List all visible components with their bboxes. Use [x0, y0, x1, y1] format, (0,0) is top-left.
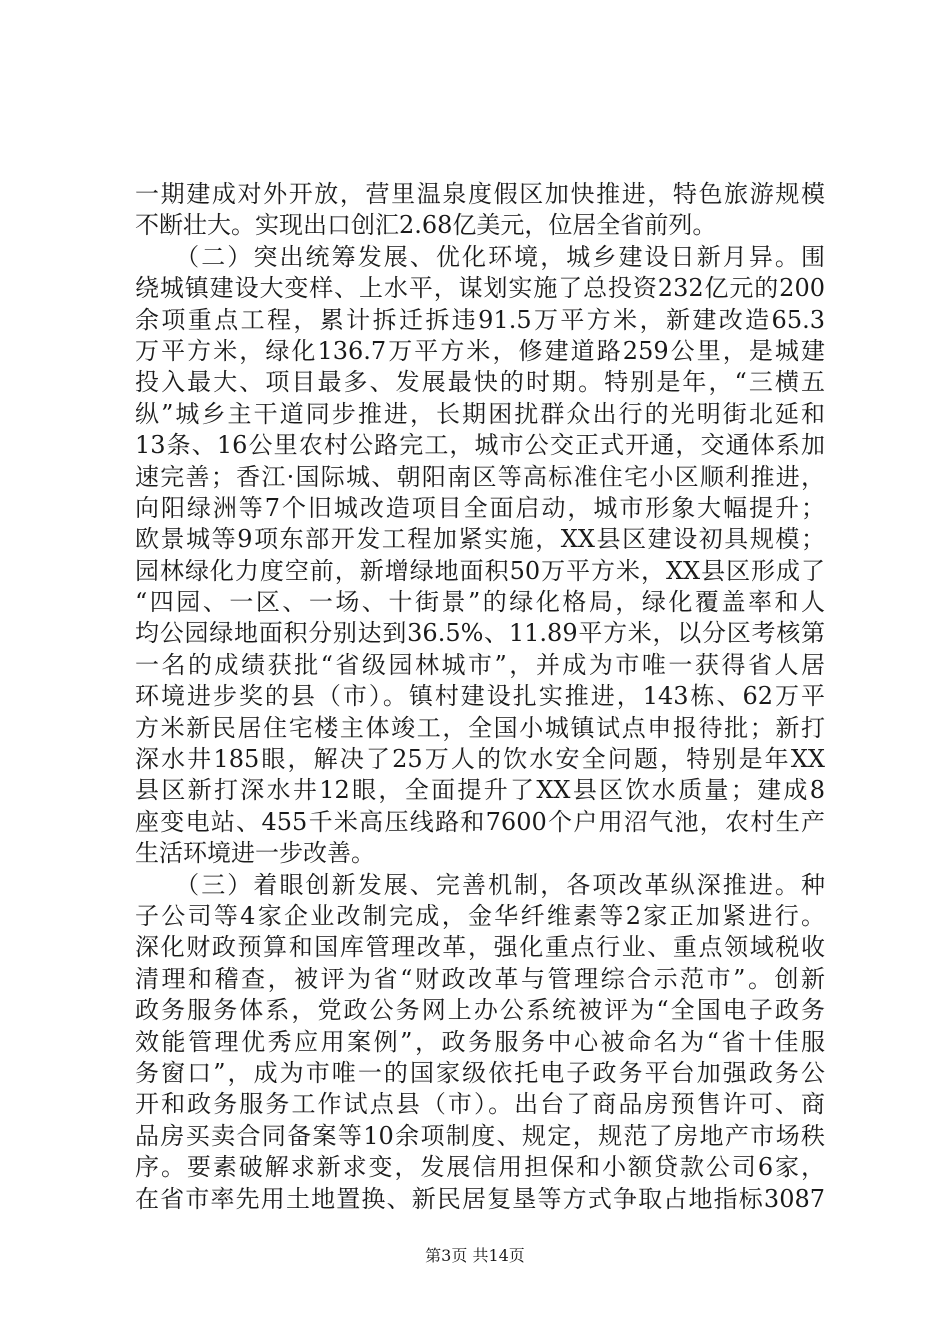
text-line: 深水井185眼，解决了25万人的饮水安全问题，特别是年XX	[135, 745, 825, 774]
text-line: 均公园绿地面积分别达到36.5%、11.89平方米，以分区考核第	[135, 619, 825, 648]
text-line: （二）突出统筹发展、优化环境，城乡建设日新月异。围	[135, 242, 825, 271]
text-line: 子公司等4家企业改制完成，金华纤维素等2家正加紧进行。	[135, 901, 825, 930]
text-line: 欧景城等9项东部开发工程加紧实施，XX县区建设初具规模；	[135, 525, 825, 554]
text-line: 在省市率先用土地置换、新民居复垦等方式争取占地指标3087	[135, 1184, 825, 1213]
text-line: 县区新打深水井12眼，全面提升了XX县区饮水质量；建成8	[135, 776, 825, 805]
text-line: 务窗口”，成为市唯一的国家级依托电子政务平台加强政务公	[135, 1058, 825, 1087]
text-line: 不断壮大。实现出口创汇2.68亿美元，位居全省前列。	[135, 211, 717, 240]
text-line: 序。要素破解求新求变，发展信用担保和小额贷款公司6家，	[135, 1153, 825, 1182]
text-line: 生活环境进一步改善。	[135, 839, 375, 868]
text-line: 方米新民居住宅楼主体竣工，全国小城镇试点申报待批；新打	[135, 713, 825, 742]
text-line: 开和政务服务工作试点县（市）。出台了商品房预售许可、商	[135, 1090, 825, 1119]
text-line: 深化财政预算和国库管理改革，强化重点行业、重点领域税收	[135, 933, 825, 962]
text-line: 园林绿化力度空前，新增绿地面积50万平方米，XX县区形成了	[135, 556, 825, 585]
text-line: 投入最大、项目最多、发展最快的时期。特别是年，“三横五	[135, 368, 825, 397]
text-line: 清理和稽查，被评为省“财政改革与管理综合示范市”。创新	[135, 964, 825, 993]
text-line: 余项重点工程，累计拆迁拆违91.5万平方米，新建改造65.3	[135, 305, 825, 334]
text-line: 万平方米，绿化136.7万平方米，修建道路259公里，是城建	[135, 336, 825, 365]
text-line: 速完善；香江·国际城、朝阳南区等高标准住宅小区顺利推进，	[135, 462, 825, 491]
text-line: 一期建成对外开放，营里温泉度假区加快推进，特色旅游规模	[135, 180, 825, 208]
text-line: 绕城镇建设大变样、上水平，谋划实施了总投资232亿元的200	[135, 274, 825, 303]
text-line: 环境进步奖的县（市）。镇村建设扎实推进，143栋、62万平	[135, 682, 825, 711]
text-line: 政务服务体系，党政公务网上办公系统被评为“全国电子政务	[135, 996, 825, 1025]
text-line: 座变电站、455千米高压线路和7600个户用沼气池，农村生产	[135, 807, 825, 836]
text-line: 纵”城乡主干道同步推进，长期困扰群众出行的光明街北延和	[135, 399, 825, 428]
text-line: 效能管理优秀应用案例”，政务服务中心被命名为“省十佳服	[135, 1027, 825, 1056]
text-line: 13条、16公里农村公路完工，城市公交正式开通，交通体系加	[135, 431, 825, 460]
document-body	[135, 179, 825, 1215]
text-line: “四园、一区、一场、十街景”的绿化格局，绿化覆盖率和人	[135, 588, 825, 617]
page-number-footer: 第3页 共14页	[425, 1246, 525, 1265]
text-line: 品房买卖合同备案等10余项制度、规定，规范了房地产市场秩	[135, 1121, 825, 1150]
text-line: 向阳绿洲等7个旧城改造项目全面启动，城市形象大幅提升；	[135, 493, 825, 522]
text-line: 一名的成绩获批“省级园林城市”，并成为市唯一获得省人居	[135, 650, 825, 679]
text-line: （三）着眼创新发展、完善机制，各项改革纵深推进。种	[135, 870, 825, 899]
